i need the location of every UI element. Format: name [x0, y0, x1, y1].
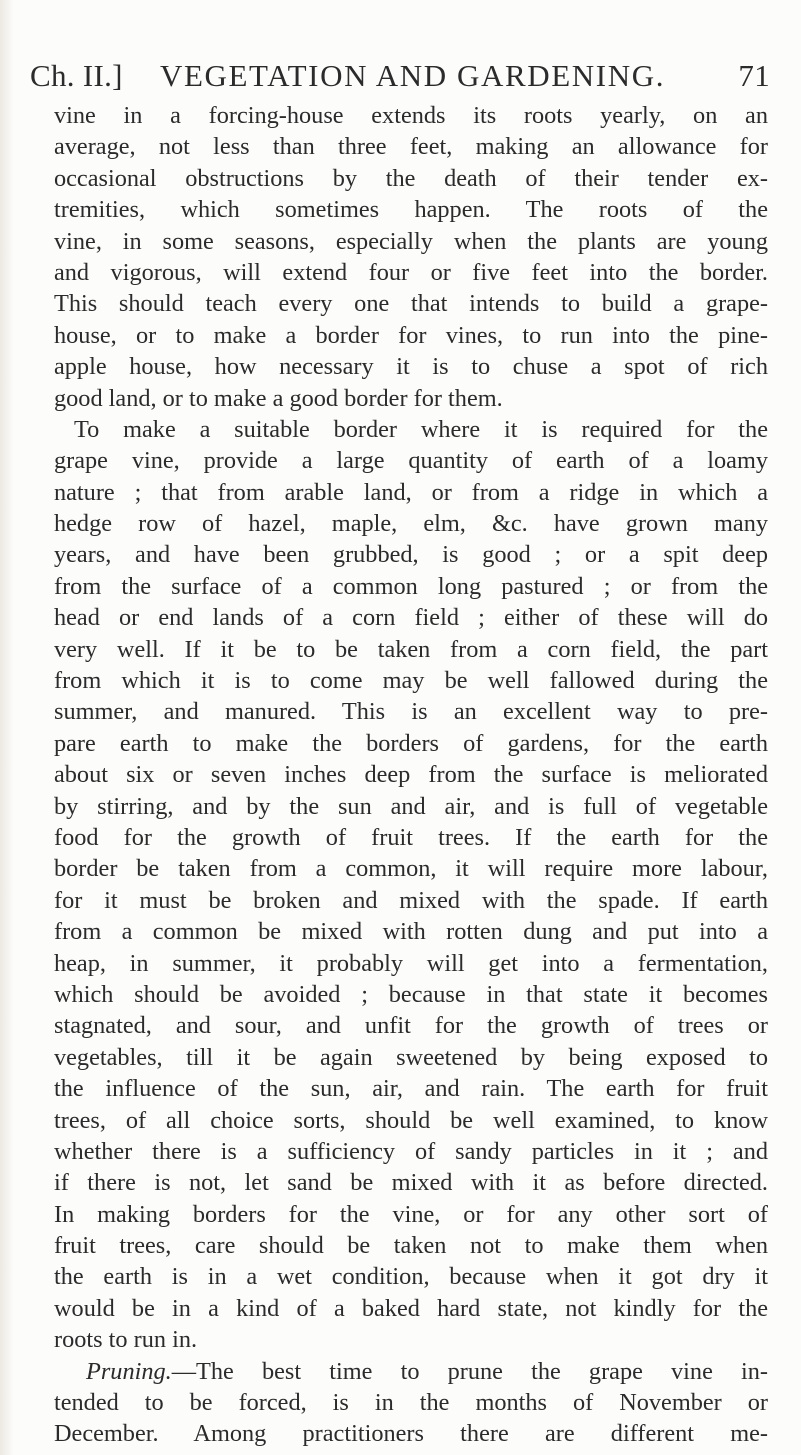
text-line: roots to run in.: [54, 1326, 198, 1354]
text-line: pare earth to make the borders of gardens, for the earth: [54, 729, 768, 757]
pruning-line-text: —The best time to prune the grape vine in-: [171, 1357, 768, 1385]
text-line: very well. If it be to be taken from a corn field, the part: [54, 635, 768, 663]
text-line: which should be avoided ; because in that state it becomes: [54, 980, 768, 1008]
text-line: December. Among practitioners there are different me-: [54, 1420, 768, 1448]
text-line: by stirring, and by the sun and air, and is full of vegetable: [54, 792, 768, 820]
body-text: [54, 100, 768, 1450]
text-line: tremities, which sometimes happen. The roots of the: [54, 196, 768, 224]
text-line: years, and have been grubbed, is good ; or a spit deep: [54, 541, 768, 569]
chapter-reference: Ch. II.]: [30, 58, 123, 93]
text-line: from the surface of a common long pastured ; or from the: [54, 572, 768, 600]
text-line: summer, and manured. This is an excellent way to pre-: [54, 698, 768, 726]
text-line: for it must be broken and mixed with the spade. If earth: [54, 886, 768, 914]
text-line: head or end lands of a corn field ; either of these will do: [54, 604, 768, 632]
text-line: good land, or to make a good border for them.: [54, 384, 503, 412]
text-line: This should teach every one that intends to build a grape-: [54, 290, 768, 318]
text-line: trees, of all choice sorts, should be well examined, to know: [54, 1106, 768, 1134]
page-number: 71: [738, 58, 770, 93]
text-line: would be in a kind of a baked hard state, not kindly for the: [54, 1294, 768, 1322]
text-line: tended to be forced, is in the months of November or: [54, 1389, 768, 1417]
text-line: apple house, how necessary it is to chuse a spot of rich: [54, 353, 768, 381]
text-line: from which it is to come may be well fallowed during the: [54, 667, 768, 695]
text-line: food for the growth of fruit trees. If the earth for the: [54, 823, 768, 851]
text-line: In making borders for the vine, or for any other sort of: [54, 1200, 768, 1228]
paragraph-start-line: To make a suitable border where it is required for the: [74, 415, 768, 443]
text-line: nature ; that from arable land, or from a ridge in which a: [54, 478, 768, 506]
text-line: hedge row of hazel, maple, elm, &c. have grown many: [54, 510, 768, 538]
text-line: average, not less than three feet, making an allowance for: [54, 133, 768, 161]
text-line: vine in a forcing-house extends its roots yearly, on an: [54, 102, 768, 129]
text-line: about six or seven inches deep from the surface is meliorated: [54, 761, 768, 789]
page-gutter-shadow: [0, 0, 14, 1455]
text-line: heap, in summer, it probably will get into a fermentation,: [54, 949, 768, 977]
text-line: stagnated, and sour, and unfit for the growth of trees or: [54, 1012, 768, 1040]
text-line: the earth is in a wet condition, because when it got dry it: [54, 1263, 768, 1291]
text-line: fruit trees, care should be taken not to make them when: [54, 1232, 768, 1260]
text-line: house, or to make a border for vines, to run into the pine-: [54, 321, 768, 349]
text-line: from a common be mixed with rotten dung and put into a: [54, 918, 768, 946]
text-line: if there is not, let sand be mixed with it as before directed.: [54, 1169, 768, 1197]
text-line: and vigorous, will extend four or five feet into the border.: [54, 258, 768, 286]
pruning-heading: Pruning.: [86, 1357, 172, 1385]
text-line: the influence of the sun, air, and rain. The earth for fruit: [54, 1075, 768, 1103]
text-line: vegetables, till it be again sweetened by being exposed to: [54, 1043, 768, 1071]
pruning-paragraph-start: [54, 1356, 768, 1387]
text-line: grape vine, provide a large quantity of earth of a loamy: [54, 447, 768, 475]
text-line: vine, in some seasons, especially when the plants are young: [54, 227, 768, 255]
running-title: VEGETATION AND GARDENING.: [160, 58, 666, 93]
text-line: border be taken from a common, it will require more labour,: [54, 855, 768, 883]
text-line: occasional obstructions by the death of their tender ex-: [54, 164, 768, 192]
text-line: whether there is a sufficiency of sandy particles in it ; and: [54, 1137, 768, 1165]
